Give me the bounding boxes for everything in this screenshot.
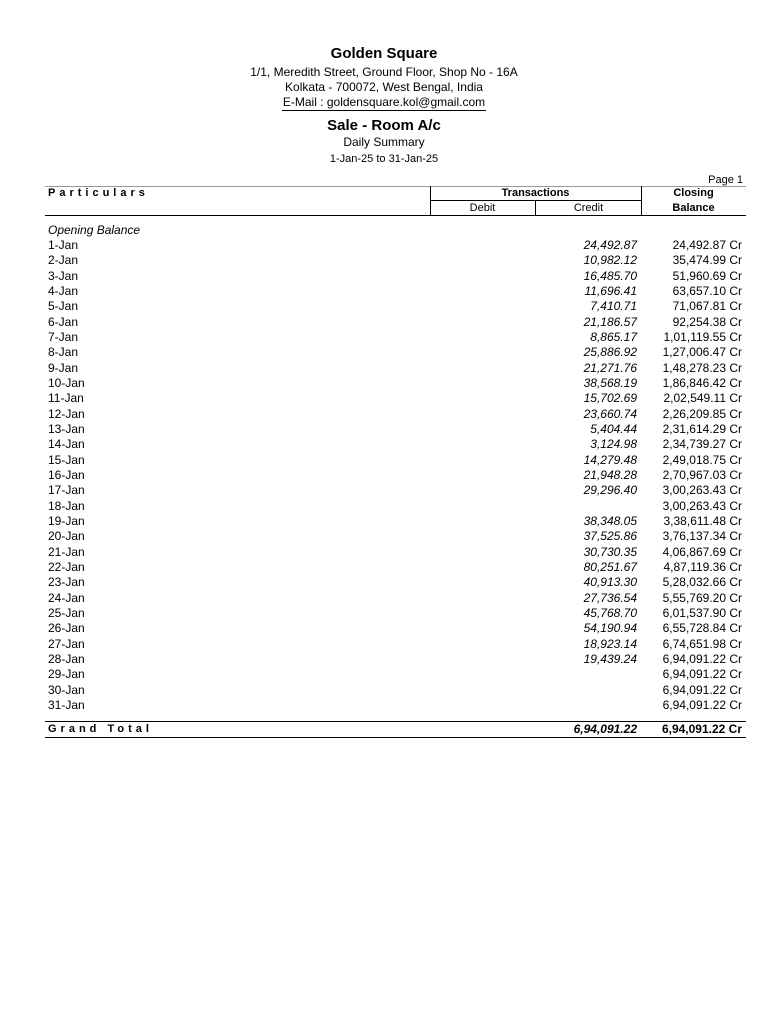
- row-balance: 6,94,091.22 Cr: [662, 667, 742, 682]
- row-date: 8-Jan: [48, 345, 79, 360]
- row-balance: 71,067.81 Cr: [672, 299, 742, 314]
- address-line-1: 1/1, Meredith Street, Ground Floor, Shop No - 16A: [250, 65, 518, 79]
- row-date: 18-Jan: [48, 498, 85, 513]
- row-date: 5-Jan: [48, 299, 79, 314]
- total-top-rule: [45, 721, 746, 722]
- table-row: [0, 545, 768, 560]
- row-date: 26-Jan: [48, 621, 85, 636]
- table-row: [0, 361, 768, 376]
- page-number: Page 1: [708, 174, 743, 186]
- row-credit: 21,271.76: [583, 360, 637, 375]
- row-date: 15-Jan: [48, 452, 85, 467]
- table-row: [0, 299, 768, 314]
- row-credit: 21,948.28: [583, 467, 637, 482]
- row-credit: 19,439.24: [583, 651, 637, 666]
- row-credit: 25,886.92: [583, 345, 637, 360]
- company-email: [0, 95, 768, 109]
- row-date: 7-Jan: [48, 329, 79, 344]
- row-balance: 6,01,537.90 Cr: [662, 605, 742, 620]
- row-balance: 3,00,263.43 Cr: [662, 483, 742, 498]
- row-credit: 23,660.74: [583, 406, 637, 421]
- row-balance: 1,27,006.47 Cr: [662, 345, 742, 360]
- row-credit: 18,923.14: [583, 636, 637, 651]
- row-date: 23-Jan: [48, 575, 85, 590]
- table-row: [0, 269, 768, 284]
- table-row: [0, 330, 768, 345]
- row-balance: 2,70,967.03 Cr: [662, 467, 742, 482]
- row-date: 6-Jan: [48, 314, 79, 329]
- table-row: [0, 253, 768, 268]
- row-date: 29-Jan: [48, 667, 85, 682]
- row-balance: 51,960.69 Cr: [672, 268, 742, 283]
- row-date: 22-Jan: [48, 559, 85, 574]
- row-balance: 3,38,611.48 Cr: [663, 513, 742, 528]
- row-balance: 6,94,091.22 Cr: [662, 697, 742, 712]
- table-row: [0, 238, 768, 253]
- row-balance: 5,55,769.20 Cr: [662, 590, 742, 605]
- row-balance: 35,474.99 Cr: [672, 253, 742, 268]
- row-credit: 80,251.67: [583, 559, 637, 574]
- row-balance: 5,28,032.66 Cr: [662, 575, 742, 590]
- table-row: [0, 407, 768, 422]
- row-credit: 8,865.17: [590, 329, 637, 344]
- col-transactions: Transactions: [501, 187, 570, 199]
- table-row: [0, 345, 768, 360]
- row-date: 2-Jan: [48, 253, 79, 268]
- row-credit: 11,696.41: [584, 283, 637, 298]
- row-credit: 16,485.70: [583, 268, 637, 283]
- row-date: 25-Jan: [48, 605, 85, 620]
- table-row: [0, 315, 768, 330]
- table-row: [0, 468, 768, 483]
- row-credit: 15,702.69: [583, 391, 637, 406]
- table-row: [0, 284, 768, 299]
- row-date: 1-Jan: [48, 238, 79, 252]
- table-row: [0, 514, 768, 529]
- row-balance: 1,86,846.42 Cr: [662, 375, 742, 390]
- header-bottom-rule: [45, 215, 746, 216]
- opening-balance-label: Opening Balance: [48, 223, 141, 237]
- row-credit: 7,410.71: [590, 299, 637, 314]
- ledger-rows: [0, 238, 768, 713]
- row-balance: 2,34,739.27 Cr: [662, 437, 742, 452]
- table-row: [0, 376, 768, 391]
- row-balance: 6,94,091.22 Cr: [662, 651, 742, 666]
- row-credit: 40,913.30: [583, 575, 637, 590]
- table-row: [0, 606, 768, 621]
- row-credit: 54,190.94: [583, 621, 637, 636]
- table-row: [0, 422, 768, 437]
- table-row: [0, 453, 768, 468]
- row-date: 21-Jan: [48, 544, 85, 559]
- row-balance: 63,657.10 Cr: [672, 283, 742, 298]
- row-balance: 24,492.87 Cr: [672, 238, 742, 252]
- row-date: 12-Jan: [48, 406, 85, 421]
- report-title: Sale - Room A/c: [327, 117, 441, 134]
- report-subtitle: Daily Summary: [343, 135, 425, 149]
- row-date: 19-Jan: [48, 513, 85, 528]
- row-balance: 1,01,119.55 Cr: [663, 329, 742, 344]
- row-date: 3-Jan: [48, 268, 79, 283]
- row-balance: 3,00,263.43 Cr: [662, 498, 742, 513]
- email-text: E-Mail : goldensquare.kol@gmail.com: [282, 95, 486, 109]
- row-balance: 2,02,549.11 Cr: [663, 391, 742, 406]
- row-date: 31-Jan: [48, 697, 85, 712]
- row-credit: 5,404.44: [590, 421, 637, 436]
- grand-total-label: Grand Total: [48, 723, 153, 735]
- row-balance: 92,254.38 Cr: [672, 314, 742, 329]
- row-date: 17-Jan: [48, 483, 85, 498]
- row-date: 24-Jan: [48, 590, 85, 605]
- row-balance: 2,31,614.29 Cr: [662, 421, 742, 436]
- row-date: 11-Jan: [48, 391, 84, 406]
- report-period: 1-Jan-25 to 31-Jan-25: [329, 153, 439, 165]
- transactions-rule: [430, 200, 641, 201]
- table-row: [0, 575, 768, 590]
- row-credit: 38,348.05: [583, 513, 637, 528]
- row-balance: 1,48,278.23 Cr: [662, 360, 742, 375]
- row-balance: 4,06,867.69 Cr: [662, 544, 742, 559]
- row-credit: 27,736.54: [583, 590, 637, 605]
- table-row: [0, 698, 768, 713]
- grand-total-balance: 6,94,091.22 Cr: [661, 722, 742, 736]
- col-particulars: Particulars: [48, 187, 149, 199]
- table-row: [0, 529, 768, 544]
- address-line-2: Kolkata - 700072, West Bengal, India: [285, 80, 483, 94]
- table-row: [0, 652, 768, 667]
- row-date: 13-Jan: [48, 421, 85, 436]
- row-balance: 6,55,728.84 Cr: [662, 621, 742, 636]
- grand-total-credit: 6,94,091.22: [573, 722, 637, 736]
- row-date: 30-Jan: [48, 682, 85, 697]
- company-name: Golden Square: [330, 45, 438, 62]
- row-credit: 29,296.40: [583, 483, 637, 498]
- table-row: [0, 637, 768, 652]
- table-row: [0, 667, 768, 682]
- table-row: [0, 591, 768, 606]
- table-row: [0, 499, 768, 514]
- total-bottom-rule: [45, 737, 746, 738]
- col-balance: Balance: [672, 202, 715, 214]
- row-credit: 30,730.35: [583, 544, 637, 559]
- row-balance: 2,26,209.85 Cr: [662, 406, 742, 421]
- table-row: [0, 560, 768, 575]
- row-date: 14-Jan: [48, 437, 85, 452]
- table-row: [0, 683, 768, 698]
- row-date: 9-Jan: [48, 360, 79, 375]
- row-credit: 38,568.19: [583, 375, 637, 390]
- row-balance: 4,87,119.36 Cr: [663, 559, 742, 574]
- row-credit: 3,124.98: [590, 437, 637, 452]
- table-row: [0, 437, 768, 452]
- table-row: [0, 483, 768, 498]
- table-row: [0, 391, 768, 406]
- row-balance: 6,74,651.98 Cr: [662, 636, 742, 651]
- row-balance: 2,49,018.75 Cr: [662, 452, 742, 467]
- row-credit: 21,186.57: [583, 314, 637, 329]
- row-credit: 37,525.86: [583, 529, 637, 544]
- row-credit: 10,982.12: [583, 253, 637, 268]
- row-credit: 14,279.48: [583, 452, 637, 467]
- row-credit: 45,768.70: [583, 605, 637, 620]
- col-credit: Credit: [573, 202, 604, 214]
- row-date: 10-Jan: [48, 375, 85, 390]
- row-date: 20-Jan: [48, 529, 85, 544]
- row-date: 28-Jan: [48, 651, 85, 666]
- row-balance: 3,76,137.34 Cr: [662, 529, 742, 544]
- col-closing: Closing: [673, 187, 714, 199]
- row-date: 4-Jan: [48, 283, 79, 298]
- row-balance: 6,94,091.22 Cr: [662, 682, 742, 697]
- row-credit: 24,492.87: [583, 238, 637, 252]
- row-date: 16-Jan: [48, 467, 85, 482]
- col-debit: Debit: [469, 202, 496, 214]
- table-row: [0, 621, 768, 636]
- row-date: 27-Jan: [48, 636, 85, 651]
